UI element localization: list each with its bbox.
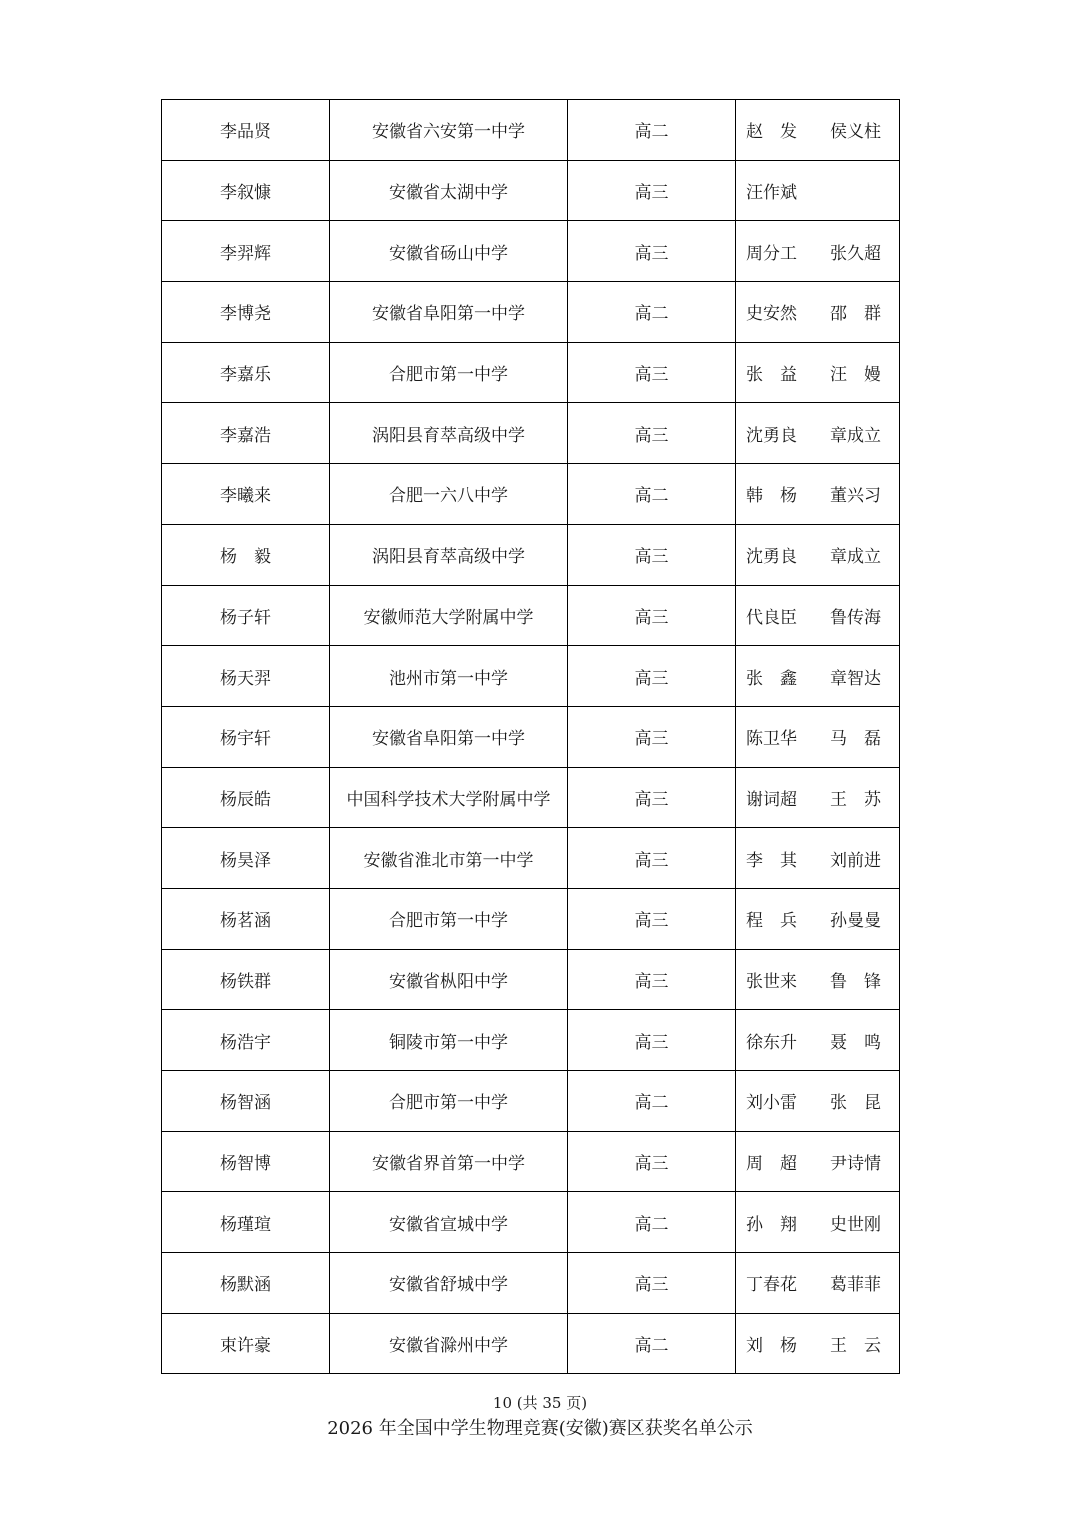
teacher-cell bbox=[736, 282, 900, 343]
table-row bbox=[162, 767, 900, 828]
teacher-1: 周分工 bbox=[746, 243, 797, 264]
teacher-1: 孙 翔 bbox=[746, 1214, 797, 1235]
teacher-names bbox=[736, 785, 899, 810]
grade-cell: 高三 bbox=[568, 646, 736, 707]
student-name-cell: 杨子轩 bbox=[162, 585, 330, 646]
teacher-2: 尹诗情 bbox=[830, 1154, 881, 1175]
student-name-cell: 杨辰皓 bbox=[162, 767, 330, 828]
grade-cell: 高二 bbox=[568, 100, 736, 161]
teacher-names bbox=[736, 1028, 899, 1053]
table-row bbox=[162, 585, 900, 646]
teacher-cell bbox=[736, 464, 900, 525]
teacher-cell bbox=[736, 1071, 900, 1132]
teacher-names bbox=[736, 421, 899, 446]
teacher-names bbox=[736, 846, 899, 871]
grade-cell: 高三 bbox=[568, 1253, 736, 1314]
teacher-1: 沈勇良 bbox=[746, 547, 797, 568]
school-cell: 合肥市第一中学 bbox=[330, 888, 568, 949]
teacher-1: 刘 杨 bbox=[746, 1336, 797, 1357]
grade-cell: 高三 bbox=[568, 1010, 736, 1071]
table-row bbox=[162, 706, 900, 767]
teacher-2: 葛菲菲 bbox=[830, 1275, 881, 1296]
teacher-2: 鲁传海 bbox=[830, 607, 881, 628]
teacher-cell bbox=[736, 1131, 900, 1192]
student-name-cell: 杨智博 bbox=[162, 1131, 330, 1192]
grade-cell: 高二 bbox=[568, 282, 736, 343]
table-row bbox=[162, 1071, 900, 1132]
teacher-cell bbox=[736, 706, 900, 767]
school-cell: 安徽省界首第一中学 bbox=[330, 1131, 568, 1192]
teacher-cell bbox=[736, 1010, 900, 1071]
table-row bbox=[162, 100, 900, 161]
teacher-names bbox=[736, 481, 899, 506]
teacher-2: 聂 鸣 bbox=[830, 1032, 881, 1053]
teacher-cell bbox=[736, 524, 900, 585]
teacher-names bbox=[736, 299, 899, 324]
teacher-names bbox=[736, 603, 899, 628]
teacher-2: 史世刚 bbox=[830, 1214, 881, 1235]
school-cell: 安徽省淮北市第一中学 bbox=[330, 828, 568, 889]
grade-cell: 高三 bbox=[568, 767, 736, 828]
teacher-cell bbox=[736, 949, 900, 1010]
teacher-1: 赵 发 bbox=[746, 122, 797, 143]
teacher-cell bbox=[736, 160, 900, 221]
table-row bbox=[162, 160, 900, 221]
award-list-table bbox=[161, 99, 900, 1374]
school-cell: 涡阳县育萃高级中学 bbox=[330, 524, 568, 585]
student-name-cell: 杨瑾瑄 bbox=[162, 1192, 330, 1253]
teacher-1: 张 鑫 bbox=[746, 668, 797, 689]
teacher-2: 汪 嫚 bbox=[830, 365, 881, 386]
teacher-1: 李 其 bbox=[746, 850, 797, 871]
school-cell: 合肥市第一中学 bbox=[330, 1071, 568, 1132]
grade-cell: 高二 bbox=[568, 1071, 736, 1132]
student-name-cell: 李品贤 bbox=[162, 100, 330, 161]
table-row bbox=[162, 464, 900, 525]
teacher-2: 邵 群 bbox=[830, 304, 881, 325]
teacher-2: 王 云 bbox=[830, 1336, 881, 1357]
student-name-cell: 李嘉乐 bbox=[162, 342, 330, 403]
student-name-cell: 杨默涵 bbox=[162, 1253, 330, 1314]
school-cell: 安徽省滁州中学 bbox=[330, 1313, 568, 1374]
school-cell: 池州市第一中学 bbox=[330, 646, 568, 707]
student-name-cell: 李曦来 bbox=[162, 464, 330, 525]
teacher-cell bbox=[736, 767, 900, 828]
school-cell: 合肥一六八中学 bbox=[330, 464, 568, 525]
award-list-body bbox=[162, 100, 900, 1374]
teacher-names bbox=[736, 1088, 899, 1113]
grade-cell: 高三 bbox=[568, 949, 736, 1010]
teacher-2: 刘前进 bbox=[830, 850, 881, 871]
teacher-2: 张久超 bbox=[830, 243, 881, 264]
teacher-2: 章智达 bbox=[830, 668, 881, 689]
teacher-names bbox=[736, 724, 899, 749]
table-row bbox=[162, 1192, 900, 1253]
grade-cell: 高三 bbox=[568, 221, 736, 282]
student-name-cell: 杨浩宇 bbox=[162, 1010, 330, 1071]
teacher-1: 陈卫华 bbox=[746, 729, 797, 750]
teacher-cell bbox=[736, 1253, 900, 1314]
table-row bbox=[162, 888, 900, 949]
teacher-names bbox=[736, 906, 899, 931]
teacher-cell bbox=[736, 100, 900, 161]
grade-cell: 高三 bbox=[568, 828, 736, 889]
teacher-2: 孙曼曼 bbox=[830, 911, 881, 932]
teacher-1: 谢词超 bbox=[746, 789, 797, 810]
teacher-names bbox=[736, 360, 899, 385]
table-row bbox=[162, 828, 900, 889]
grade-cell: 高三 bbox=[568, 888, 736, 949]
student-name-cell: 李羿辉 bbox=[162, 221, 330, 282]
student-name-cell: 杨铁群 bbox=[162, 949, 330, 1010]
table-row bbox=[162, 1010, 900, 1071]
teacher-2: 章成立 bbox=[830, 547, 881, 568]
page-number: 10 (共 35 页) bbox=[492, 1394, 588, 1412]
teacher-2: 章成立 bbox=[830, 425, 881, 446]
grade-cell: 高三 bbox=[568, 706, 736, 767]
teacher-1: 代良臣 bbox=[746, 607, 797, 628]
document-title: 2026 年全国中学生物理竞赛(安徽)赛区获奖名单公示 bbox=[327, 1418, 753, 1439]
student-name-cell: 李博尧 bbox=[162, 282, 330, 343]
school-cell: 涡阳县育萃高级中学 bbox=[330, 403, 568, 464]
teacher-2: 董兴习 bbox=[830, 486, 881, 507]
teacher-1: 刘小雷 bbox=[746, 1093, 797, 1114]
grade-cell: 高三 bbox=[568, 1131, 736, 1192]
teacher-names bbox=[736, 1210, 899, 1235]
teacher-names bbox=[736, 239, 899, 264]
school-cell: 安徽省六安第一中学 bbox=[330, 100, 568, 161]
teacher-names bbox=[736, 1270, 899, 1295]
table-row bbox=[162, 949, 900, 1010]
student-name-cell: 束许豪 bbox=[162, 1313, 330, 1374]
teacher-names bbox=[736, 178, 899, 203]
teacher-names bbox=[736, 967, 899, 992]
school-cell: 安徽省舒城中学 bbox=[330, 1253, 568, 1314]
school-cell: 安徽省阜阳第一中学 bbox=[330, 282, 568, 343]
table-row bbox=[162, 403, 900, 464]
student-name-cell: 杨 毅 bbox=[162, 524, 330, 585]
table-row bbox=[162, 282, 900, 343]
table-row bbox=[162, 646, 900, 707]
grade-cell: 高三 bbox=[568, 585, 736, 646]
teacher-1: 张世来 bbox=[746, 971, 797, 992]
teacher-1: 史安然 bbox=[746, 304, 797, 325]
teacher-1: 韩 杨 bbox=[746, 486, 797, 507]
school-cell: 安徽省太湖中学 bbox=[330, 160, 568, 221]
grade-cell: 高二 bbox=[568, 1192, 736, 1253]
school-cell: 合肥市第一中学 bbox=[330, 342, 568, 403]
teacher-names bbox=[736, 117, 899, 142]
school-cell: 安徽省阜阳第一中学 bbox=[330, 706, 568, 767]
table-row bbox=[162, 1313, 900, 1374]
student-name-cell: 杨宇轩 bbox=[162, 706, 330, 767]
school-cell: 铜陵市第一中学 bbox=[330, 1010, 568, 1071]
grade-cell: 高三 bbox=[568, 403, 736, 464]
teacher-cell bbox=[736, 585, 900, 646]
school-cell: 安徽师范大学附属中学 bbox=[330, 585, 568, 646]
teacher-1: 丁春花 bbox=[746, 1275, 797, 1296]
table-row bbox=[162, 221, 900, 282]
table-row bbox=[162, 342, 900, 403]
student-name-cell: 李嘉浩 bbox=[162, 403, 330, 464]
teacher-cell bbox=[736, 1313, 900, 1374]
teacher-cell bbox=[736, 828, 900, 889]
teacher-names bbox=[736, 664, 899, 689]
table-row bbox=[162, 1131, 900, 1192]
teacher-2: 王 苏 bbox=[830, 789, 881, 810]
student-name-cell: 杨天羿 bbox=[162, 646, 330, 707]
teacher-names bbox=[736, 1331, 899, 1356]
teacher-cell bbox=[736, 221, 900, 282]
grade-cell: 高二 bbox=[568, 464, 736, 525]
teacher-1: 程 兵 bbox=[746, 911, 797, 932]
student-name-cell: 杨昊泽 bbox=[162, 828, 330, 889]
teacher-cell bbox=[736, 888, 900, 949]
teacher-1: 沈勇良 bbox=[746, 425, 797, 446]
teacher-cell bbox=[736, 403, 900, 464]
teacher-2: 侯义柱 bbox=[830, 122, 881, 143]
teacher-cell bbox=[736, 646, 900, 707]
school-cell: 安徽省枞阳中学 bbox=[330, 949, 568, 1010]
school-cell: 安徽省砀山中学 bbox=[330, 221, 568, 282]
school-cell: 安徽省宣城中学 bbox=[330, 1192, 568, 1253]
teacher-cell bbox=[736, 1192, 900, 1253]
teacher-1: 周 超 bbox=[746, 1154, 797, 1175]
table-row bbox=[162, 1253, 900, 1314]
grade-cell: 高三 bbox=[568, 524, 736, 585]
student-name-cell: 杨智涵 bbox=[162, 1071, 330, 1132]
student-name-cell: 杨茗涵 bbox=[162, 888, 330, 949]
student-name-cell: 李叙慷 bbox=[162, 160, 330, 221]
grade-cell: 高三 bbox=[568, 160, 736, 221]
teacher-2: 鲁 锋 bbox=[830, 971, 881, 992]
teacher-1: 徐东升 bbox=[746, 1032, 797, 1053]
teacher-2: 马 磊 bbox=[830, 729, 881, 750]
school-cell: 中国科学技术大学附属中学 bbox=[330, 767, 568, 828]
teacher-names bbox=[736, 1149, 899, 1174]
teacher-2: 张 昆 bbox=[830, 1093, 881, 1114]
teacher-cell bbox=[736, 342, 900, 403]
teacher-1: 张 益 bbox=[746, 365, 797, 386]
grade-cell: 高三 bbox=[568, 342, 736, 403]
teacher-1: 汪作斌 bbox=[746, 183, 797, 204]
teacher-names bbox=[736, 542, 899, 567]
grade-cell: 高二 bbox=[568, 1313, 736, 1374]
table-row bbox=[162, 524, 900, 585]
